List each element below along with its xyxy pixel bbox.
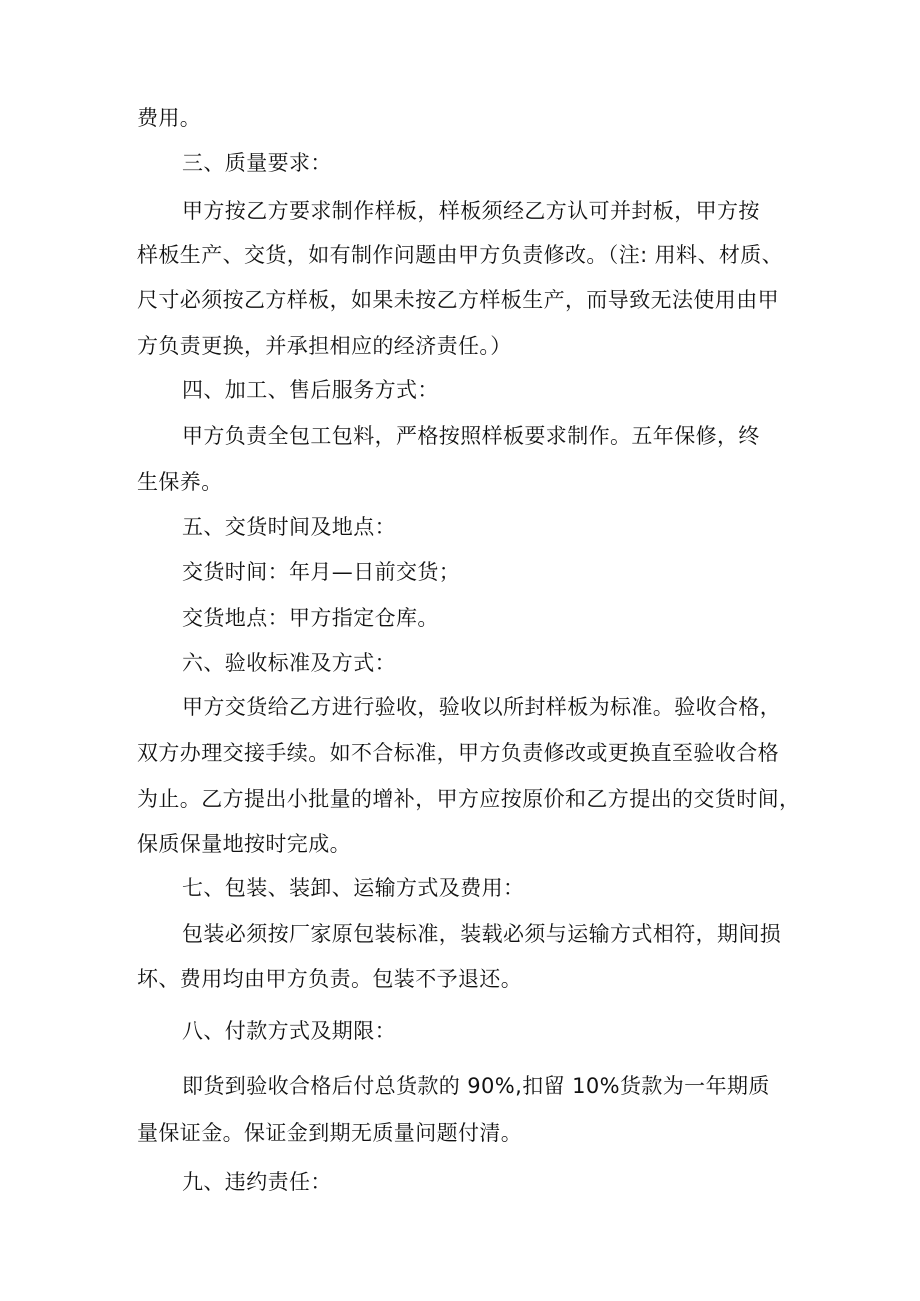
paragraph-line: 为止。乙方提出小批量的增补，甲方应按原价和乙方提出的交货时间，: [137, 787, 801, 811]
section-heading-liability: 九、违约责任：: [182, 1170, 332, 1194]
paragraph-line: 交货地点：甲方指定仓库。: [182, 606, 439, 630]
paragraph-line: 尺寸必须按乙方样板，如果未按乙方样板生产，而导致无法使用由甲: [137, 288, 779, 312]
paragraph-line: 样板生产、交货，如有制作问题由甲方负责修改。（注: 用料、材质、: [137, 243, 784, 267]
section-heading-packaging: 七、包装、装卸、运输方式及费用：: [182, 876, 525, 900]
paragraph-line: 甲方交货给乙方进行验收，验收以所封样板为标准。验收合格，: [182, 695, 782, 719]
paragraph-line: 保质保量地按时完成。: [137, 832, 351, 856]
paragraph-line: 交货时间：年月—日前交货；: [182, 560, 461, 584]
section-heading-acceptance: 六、验收标准及方式：: [182, 651, 396, 675]
paragraph-line: 方负责更换，并承担相应的经济责任。）: [137, 334, 512, 358]
paragraph-line: 包装必须按厂家原包装标准，装载必须与运输方式相符，期间损: [182, 922, 782, 946]
paragraph-line: 甲方负责全包工包料，严格按照样板要求制作。五年保修，终: [182, 424, 760, 448]
section-heading-quality: 三、质量要求：: [182, 151, 332, 175]
paragraph-line: 甲方按乙方要求制作样板，样板须经乙方认可并封板，甲方按: [182, 199, 760, 223]
section-heading-delivery: 五、交货时间及地点：: [182, 515, 396, 539]
paragraph-line: 坏、费用均由甲方负责。包装不予退还。: [137, 967, 523, 991]
paragraph-line: 即货到验收合格后付总货款的 90%,扣留 10%货款为一年期质: [182, 1074, 770, 1098]
paragraph-line: 量保证金。保证金到期无质量问题付清。: [137, 1121, 523, 1145]
paragraph-line: 费用。: [137, 106, 202, 130]
paragraph-line: 生保养。: [137, 470, 223, 494]
paragraph-line: 双方办理交接手续。如不合标准，甲方负责修改或更换直至验收合格: [137, 741, 779, 765]
section-heading-payment: 八、付款方式及期限：: [182, 1019, 396, 1043]
section-heading-service: 四、加工、售后服务方式：: [182, 378, 439, 402]
